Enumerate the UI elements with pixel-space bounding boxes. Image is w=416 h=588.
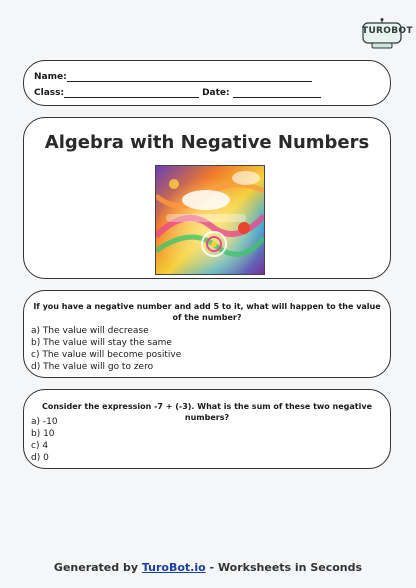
class-field[interactable] <box>64 88 199 98</box>
cover-illustration <box>155 165 265 275</box>
date-field[interactable] <box>233 88 321 98</box>
name-row <box>34 72 312 82</box>
swirl-art-icon <box>156 166 264 274</box>
question-card-1 <box>23 290 391 378</box>
turobot-logo <box>360 18 413 50</box>
class-date-row <box>34 88 321 98</box>
question-1-option-b[interactable]: b) The value will stay the same <box>31 338 172 348</box>
class-label: Class: <box>34 88 65 98</box>
question-2-option-b[interactable]: b) 10 <box>31 429 55 439</box>
logo-wordmark: TUROBOT <box>362 26 413 36</box>
question-2-prompt: Consider the expression -7 + (-3). What is the sum of these two negative numbers? <box>41 402 373 422</box>
question-2-option-d[interactable]: d) 0 <box>31 453 49 463</box>
name-field[interactable] <box>67 72 312 82</box>
question-1-option-c[interactable]: c) The value will become positive <box>31 350 182 360</box>
student-info-card <box>23 60 391 106</box>
question-2-option-a[interactable]: a) -10 <box>31 417 58 427</box>
question-1-prompt: If you have a negative number and add 5 to it, what will happen to the value of the number? <box>33 302 381 322</box>
footer-prefix: Generated by <box>53 561 139 574</box>
question-1-option-a[interactable]: a) The value will decrease <box>31 326 149 336</box>
title-card <box>23 117 391 279</box>
question-1-option-d[interactable]: d) The value will go to zero <box>31 362 154 372</box>
turobot-link[interactable]: TuroBot.io <box>141 561 206 574</box>
question-card-2 <box>23 389 391 469</box>
footer-suffix: - Worksheets in Seconds <box>209 561 363 574</box>
date-label: Date: <box>202 88 230 98</box>
question-2-option-c[interactable]: c) 4 <box>31 441 49 451</box>
footer <box>0 561 416 574</box>
name-label: Name: <box>34 72 67 82</box>
worksheet-title: Algebra with Negative Numbers <box>44 132 370 153</box>
